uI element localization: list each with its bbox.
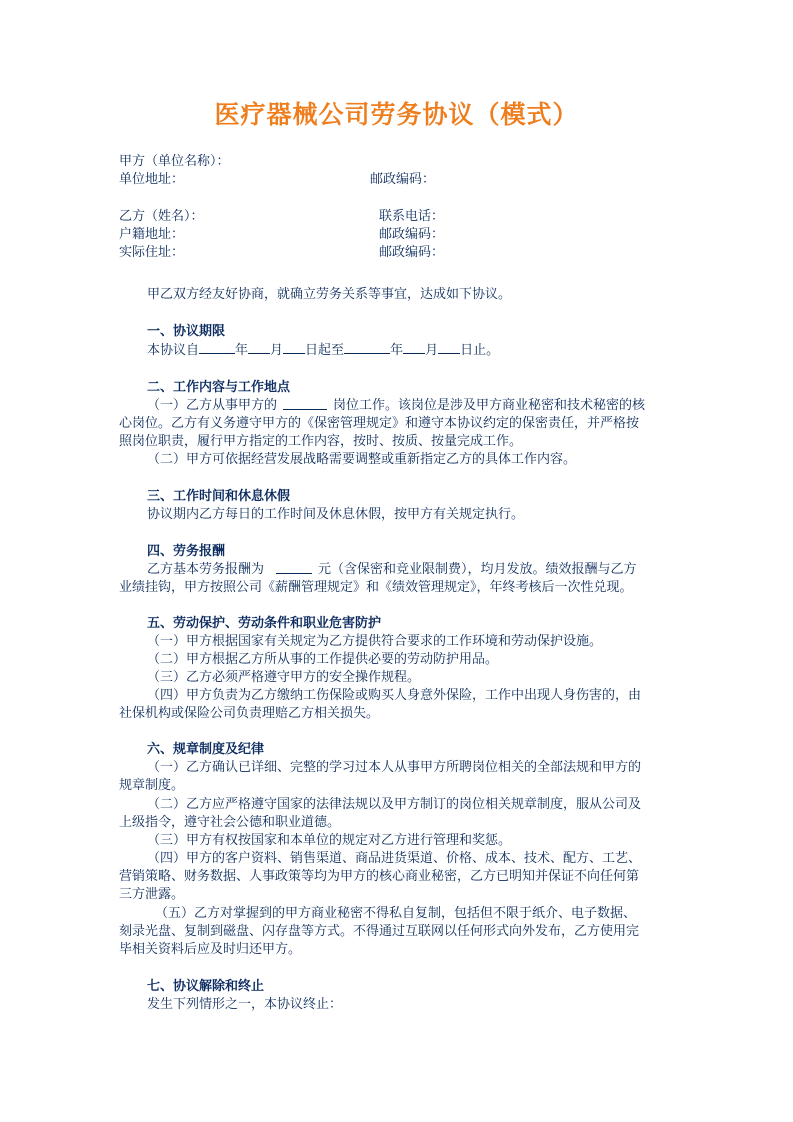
blank-start-day: [283, 341, 305, 354]
section-6-line-3: （二）乙方应严格遵守国家的法律法规以及甲方制订的岗位相关规章制度，服从公司及: [147, 797, 642, 812]
section-4-line-1: [147, 561, 637, 579]
blank-end-year: [344, 341, 390, 354]
section-6-line-5: （三）甲方有权按国家和本单位的规定对乙方进行管理和奖惩。: [147, 833, 512, 848]
section-6-line-7: 营销策略、财务数据、人事政策等均为甲方的核心商业秘密，乙方已明知并保证不向任何第: [119, 869, 640, 884]
section-6-line-4: 上级指令，遵守社会公德和职业道德。: [119, 815, 341, 830]
section-5-line-2: （二）甲方根据乙方所从事的工作提供必要的劳动防护用品。: [147, 652, 499, 667]
unit-address-label: 单位地址：: [119, 172, 185, 187]
section-4-line-1b: 元（含保密和竞业限制费），均月发放。绩效报酬与乙方: [318, 562, 637, 577]
section-3-heading: 三、工作时间和休息休假: [147, 489, 291, 504]
section-2-line-1b: 岗位工作。该岗位是涉及甲方商业秘密和技术秘密的核: [333, 398, 646, 413]
postcode-b2-label: 邮政编码：: [379, 245, 445, 260]
section-2-line-4: （二）甲方可依据经营发展战略需要调整或重新指定乙方的具体工作内容。: [147, 452, 577, 467]
section-2-heading: 二、工作内容与工作地点: [147, 380, 291, 395]
section-6-line-11: 毕相关资料后应及时归还甲方。: [119, 942, 302, 957]
party-a-label: 甲方（单位名称）：: [119, 154, 230, 169]
term-month-1: 月: [270, 343, 284, 358]
section-5-line-3: （三）乙方必须严格遵守甲方的安全操作规程。: [147, 670, 421, 685]
term-month-2: 月: [425, 343, 439, 358]
section-6-line-10: 刻录光盘、复制到磁盘、闪存盘等方式。不得通过互联网以任何形式向外发布，乙方使用完: [119, 924, 640, 939]
term-year-1: 年: [235, 343, 249, 358]
household-address-label: 户籍地址：: [119, 227, 185, 242]
section-2-line-3: 照岗位职责，履行甲方指定的工作内容，按时、按质、按量完成工作。: [119, 434, 523, 449]
section-6-line-2: 规章制度。: [119, 778, 185, 793]
document-title: 医疗器械公司劳务协议（模式）: [214, 100, 579, 129]
actual-address-label: 实际住址：: [119, 245, 185, 260]
section-6-line-1: （一）乙方确认已详细、完整的学习过本人从事甲方所聘岗位相关的全部法规和甲方的: [147, 760, 642, 775]
section-3-line-1: 协议期内乙方每日的工作时间及休息休假，按甲方有关规定执行。: [147, 507, 525, 522]
section-2-line-1: [147, 397, 645, 415]
blank-end-month: [403, 341, 425, 354]
section-2-line-2: 心岗位。乙方有义务遵守甲方的《保密管理规定》和遵守本协议约定的保密责任，并严格按: [119, 416, 640, 431]
section-6-line-8: 三方泄露。: [119, 887, 185, 902]
section-2-line-1a: （一）乙方从事甲方的: [147, 398, 278, 413]
term-day-1: 日起至: [305, 343, 345, 358]
section-5-line-5: 社保机构或保险公司负责理赔乙方相关损失。: [119, 706, 380, 721]
section-1-heading: 一、协议期限: [147, 324, 226, 339]
section-4-line-2: 业绩挂钩，甲方按照公司《薪酬管理规定》和《绩效管理规定》，年终考核后一次性兑现。: [119, 580, 633, 595]
section-7-heading: 七、协议解除和终止: [147, 979, 265, 994]
blank-start-month: [248, 341, 270, 354]
blank-start-year: [199, 341, 235, 354]
blank-position: [283, 401, 327, 410]
section-6-heading: 六、规章制度及纪律: [147, 742, 265, 757]
section-7-line-1: 发生下列情形之一，本协议终止：: [147, 997, 343, 1012]
section-5-heading: 五、劳动保护、劳动条件和职业危害防护: [147, 616, 382, 631]
blank-end-day: [438, 341, 460, 354]
section-4-line-1a: 乙方基本劳务报酬为: [147, 562, 265, 577]
section-5-line-4: （四）甲方负责为乙方缴纳工伤保险或购买人身意外保险，工作中出现人身伤害的，由: [147, 688, 642, 703]
section-5-line-1: （一）甲方根据国家有关规定为乙方提供符合要求的工作环境和劳动保护设施。: [147, 634, 603, 649]
section-4-heading: 四、劳务报酬: [147, 544, 226, 559]
blank-salary: [276, 565, 312, 574]
section-6-line-6: （四）甲方的客户资料、销售渠道、商品进货渠道、价格、成本、技术、配方、工艺、: [147, 851, 642, 866]
postcode-a-label: 邮政编码：: [370, 172, 436, 187]
postcode-b1-label: 邮政编码：: [379, 227, 445, 242]
section-6-line-9: （五）乙方对掌握到的甲方商业秘密不得私自复制，包括但不限于纸介、电子数据、: [155, 906, 637, 921]
term-year-2: 年: [390, 343, 404, 358]
phone-label: 联系电话：: [379, 209, 445, 224]
term-day-2: 日止。: [460, 343, 500, 358]
party-b-label: 乙方（姓名）：: [119, 209, 204, 224]
intro-paragraph: 甲乙双方经友好协商，就确立劳务关系等事宜，达成如下协议。: [147, 287, 512, 302]
term-line: [147, 341, 499, 360]
term-from-text: 本协议自: [147, 343, 200, 358]
